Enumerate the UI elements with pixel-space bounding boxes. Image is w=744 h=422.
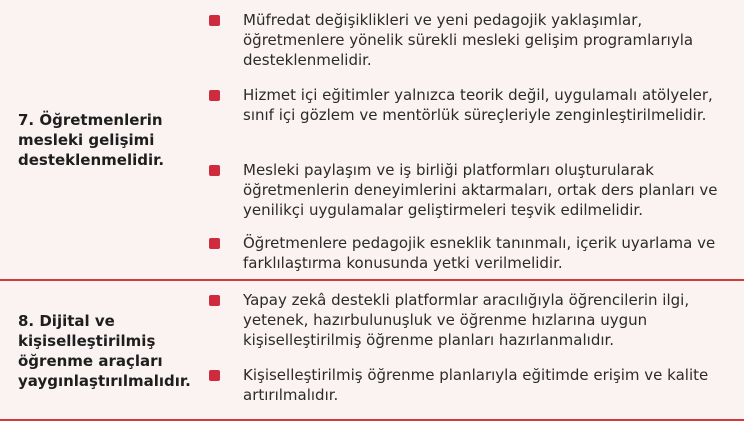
bullet-square-icon xyxy=(209,90,220,101)
row-title: 8. Dijital ve kişiselleştirilmiş öğrenme araçları yaygınlaştırılmalıdır. xyxy=(18,312,191,390)
bullet-square-icon xyxy=(209,165,220,176)
list-item-text: Hizmet içi eğitimler yalnızca teorik değil, uygulamalı atölyeler, sınıf içi gözlem ve mentörlük süreçleriyle zenginleştirilmelidir. xyxy=(243,86,713,124)
bullet-square-icon xyxy=(209,295,220,306)
bullet-square-icon xyxy=(209,15,220,26)
list-item-text: Müfredat değişiklikleri ve yeni pedagojik yaklaşımlar, öğretmenlere yönelik sürekli mesleki gelişim programlarıyla desteklenmelidir. xyxy=(243,11,694,69)
row-title: 7. Öğretmenlerin mesleki gelişimi desteklenmelidir. xyxy=(18,111,165,169)
recommendation-row-8 xyxy=(0,281,744,419)
bullet-square-icon xyxy=(209,238,220,249)
bullet-square-icon xyxy=(209,370,220,381)
row-divider xyxy=(0,419,744,421)
list-item-text: Yapay zekâ destekli platformlar aracılığıyla öğrencilerin ilgi, yetenek, hazırbulunuşluk ve öğrenme hızlarına uygun kişiselleştirilmiş öğrenme planları hazırlanmalıdır. xyxy=(243,291,690,349)
list-item-text: Kişiselleştirilmiş öğrenme planlarıyla eğitimde erişim ve kalite artırılmalıdır. xyxy=(243,366,709,404)
list-item-text: Mesleki paylaşım ve iş birliği platformları oluşturularak öğretmenlerin deneyimlerini aktarmaları, ortak ders planları ve yenilikçi uygulamalar geliştirmeleri teşvik edilmelidir. xyxy=(243,161,718,219)
list-item-text: Öğretmenlere pedagojik esneklik tanınmalı, içerik uyarlama ve farklılaştırma konusunda yetki verilmelidir. xyxy=(243,234,716,272)
